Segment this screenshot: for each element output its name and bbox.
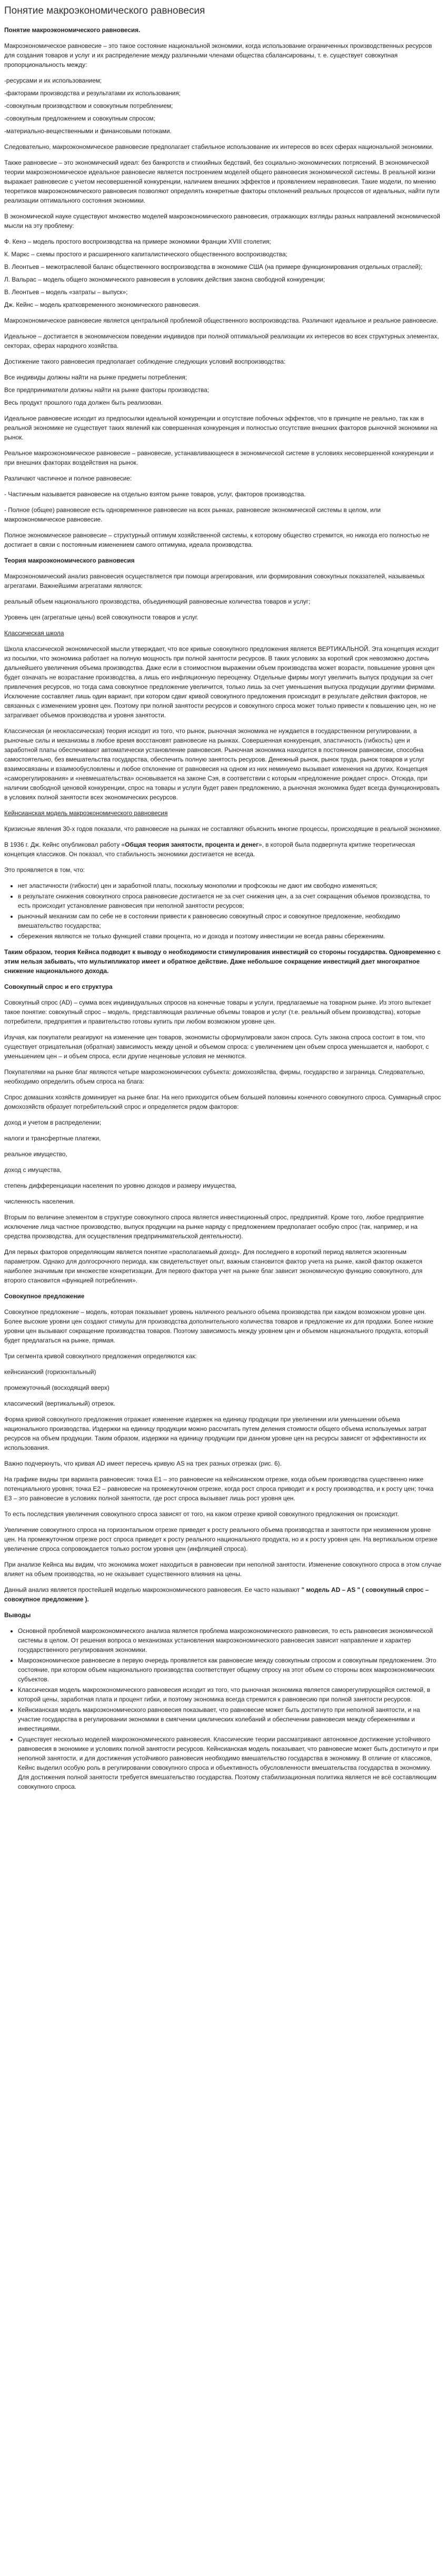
paragraph: Кризисные явления 30-х годов показали, что равновесие на рынках не составляют объяснить многие процессы, происходящие в реальной экономике. bbox=[4, 825, 442, 833]
list-item: -совокупным предложением и совокупным спросом; bbox=[4, 115, 155, 122]
list-item: В. Леонтьев – межотраслевой баланс общественного воспроизводства в экономике США (на примере функционирования отдельных отраслей); bbox=[4, 263, 423, 270]
text-span: Данный анализ является простейшей моделью макроэкономического равновесия. Ее часто называют bbox=[4, 1586, 302, 1593]
section-heading: Совокупный спрос и его структура bbox=[4, 983, 113, 990]
list-item: • сбережения являются не только функцией ставки процента, но и дохода и поэтому инвестиции не всегда равны сбережениям. bbox=[18, 931, 442, 941]
paragraph: Различают частичное и полное равновесие: bbox=[4, 475, 132, 482]
list-item: -материально-вещественными и финансовыми потоками. bbox=[4, 127, 172, 135]
list-item: - Полное (общее) равновесие есть одновременное равновесие на всех рынках, равновесие экономической системы в целом, или макроэкономическое равновесие. bbox=[4, 506, 381, 523]
conclusions-list bbox=[4, 1626, 442, 1791]
list-item: Л. Вальрас – модель общего экономического равновесия в условиях действия закона свободной конкуренции; bbox=[4, 276, 325, 283]
paragraph: Также равновесие – это экономический идеал: без банкротств и стихийных бедствий, без социально-экономических потрясений. В экономической теории макроэкономическое идеальное равновесие является построением моделей общего равновесия экономической системы. В реальной жизни выражает равновесие с учетом несовершенной конкуренции, наличием внешних эффектов и проявлением неравновесия. Такие модели, по мнению теоретиков макроэкономического равновесия позволяют определять конкретные факторы отклонений реальных процессов от идеальных, найти пути реализации оптимального состояния экономики. bbox=[4, 159, 440, 204]
list-item: • в результате снижения совокупного спроса равновесие достигается не за счет снижения цен, а за счет сокращения объемов производства, то есть происходит установление равновесия при неполной занятости ресурсов; bbox=[18, 891, 442, 910]
list-item: Все индивиды должны найти на рынке предметы потребления; bbox=[4, 374, 187, 381]
list-item: - Частичным называется равновесие на отдельно взятом рынке товаров, услуг, факторов производства. bbox=[4, 490, 306, 498]
paragraph: Классическая (и неоклассическая) теория исходит из того, что рынок, рыночная экономика не нуждается в государственном регулировании, а рыночные силы и механизмы в любое время восстановят равновесие на рынках. Совершенная конкуренция, эластичность (гибкость) цен и заработной платы обеспечивают автоматически установление равновесия. Рыночная экономика находится в постоянном равновесии, способна самостоятельно, без вмешательства государства, обеспечить полную занятость ресурсов. Денежный рынок, рынок труда, рынок товаров и услуг взаимосвязаны и взаимообусловлены и любое отклонение от равновесия на одном из них неминуемо вызывает изменения на других. Концепция «саморегулирования» и «невмешательства» основывается на законе Сэя, в соответствии с которым «предложение рождает спрос». Отсюда, при наличии свободной ценовой конкуренции, спрос на товары и услуги будет равен предложению, а рыночная экономика будет всегда функционировать в условиях полной занятости всех экономических ресурсов. bbox=[4, 727, 440, 801]
paragraph: При анализе Кейнса мы видим, что экономика может находиться в равновесии при неполной занятости. Изменение совокупного спроса в этом случае влияет на объем производства, но не оказывает существенного влияния на цены. bbox=[4, 1561, 442, 1578]
book-title: Общая теория занятости, процента и денег bbox=[125, 841, 259, 848]
paragraph: Макроэкономическое равновесие является центральной проблемой общественного воспроизводства. Различают идеальное и реальное равновесие. bbox=[4, 317, 438, 324]
page-title: Понятие макроэкономического равновесия bbox=[4, 5, 205, 16]
list-item: Уровень цен (агрегатные цены) всей совокупности товаров и услуг. bbox=[4, 614, 199, 621]
list-item: реальный объем национального производства, объединяющий равновесные количества товаров и услуг; bbox=[4, 598, 311, 605]
paragraph: Изучая, как покупатели реагируют на изменение цен товаров, экономисты сформулировали закон спроса. Суть закона спроса состоит в том, что существует отрицательная (обратная) зависимость между ценой и объемом спроса: с увеличением цен объем спроса уменьшается и, наоборот, с уменьшением цен – и объем спроса, если другие неценовые условия не меняются. bbox=[4, 1034, 429, 1060]
paragraph bbox=[4, 1585, 442, 1604]
list-item: • Макроэкономическое равновесие в первую очередь проявляется как равновесие между совокупным спросом и совокупным предложением. Это состояние, при котором объем национального производства соответствует общему спросу на этот объем со стороны всех макроэкономических субъектов. bbox=[18, 1656, 442, 1684]
section-heading: Понятие макроэкономического равновесия. bbox=[4, 26, 141, 34]
paragraph: В экономической науке существуют множество моделей макроэкономического равновесия, отражающих взгляды разных направлений экономической мысли на эту проблему: bbox=[4, 213, 440, 229]
section-heading: Классическая школа bbox=[4, 629, 64, 637]
paragraph: Достижение такого равновесия предполагает соблюдение следующих условий воспроизводства: bbox=[4, 358, 286, 365]
list-item: промежуточный (восходящий вверх) bbox=[4, 1384, 110, 1391]
list-item: доход и учетом в распределении; bbox=[4, 1119, 102, 1126]
list-item: Все предприниматели должны найти на рынке факторы производства; bbox=[4, 386, 210, 394]
paragraph: Три сегмента кривой совокупного предложения определяются как: bbox=[4, 1352, 197, 1360]
paragraph: Совокупный спрос (AD) – сумма всех индивидуальных спросов на конечные товары и услуги, предлагаемые на товарном рынке. Из этого вытекает такое понятие: совокупный спрос – модель, представляющая различные объемы товаров и услуг (т.е. реальный объем производства), которые потребители, предприятия и правительство готовы купить при любом возможном уровне цен. bbox=[4, 999, 432, 1025]
list-item: степень дифференциации населения по уровню доходов и размеру имущества, bbox=[4, 1182, 237, 1189]
paragraph: Форма кривой совокупного предложения отражает изменение издержек на единицу продукции при увеличении или уменьшении объема национального производства. Издержки на единицу продукции можно рассчитать путем деления стоимости общего объема используемых затрат ресурсов на объем продукции. Таким образом, издержки на единицу продукции при данном уровне цен на ресурсы зависят от эффективности их использования. bbox=[4, 1416, 427, 1451]
list-item: Ф. Кенэ – модель простого воспроизводства на примере экономики Франции XVIII столетия; bbox=[4, 238, 271, 245]
paragraph: Макроэкономический анализ равновесия осуществляется при помощи агрегирования, или формирования совокупных показателей, называемых агрегатами. Важнейшими агрегатами являются: bbox=[4, 573, 425, 589]
paragraph: Вторым по величине элементом в структуре совокупного спроса является инвестиционный спрос, предприятий. Кроме того, любое предприятие исключение лица частное производство, выпуск продукции на рынке наряду с предложением предполагает особую спрос (так, например, и на средства производства, для осуществления предпринимательской деятельности). bbox=[4, 1214, 424, 1240]
paragraph: Увеличение совокупного спроса на горизонтальном отрезке приведет к росту реального объема производства и занятости при неизменном уровне цен. На промежуточном отрезке рост спроса приведет к росту реального национального продукта, но и к росту уровня цен. На вертикальном отрезке увеличение спроса сопровождается только ростом уровня цен (инфляцией спроса). bbox=[4, 1526, 438, 1552]
section-heading: Выводы bbox=[4, 1611, 31, 1619]
section-heading: Совокупное предложение bbox=[4, 1292, 85, 1300]
list-item: В. Леонтьев – модель «затраты – выпуск»; bbox=[4, 288, 128, 296]
paragraph: Идеальное – достигается в экономическом поведении индивидов при полной оптимальной реализации их интересов во всех структурных элементах, секторах, сферах народного хозяйства. bbox=[4, 333, 439, 349]
section-heading: Теория макроэкономического равновесия bbox=[4, 557, 135, 564]
list-item: Дж. Кейнс – модель кратковременного экономического равновесия. bbox=[4, 301, 200, 308]
list-item: Весь продукт прошлого года должен быть реализован. bbox=[4, 399, 163, 406]
paragraph: Покупателями на рынке благ являются четыре макроэкономических субъекта: домохозяйства, фирмы, государство и заграница. Следовательно, необходимо определить объем спроса на блага: bbox=[4, 1068, 425, 1085]
list-item: • Кейнсианская модель макроэкономического равновесия показывает, что равновесие может быть достигнуто при неполной занятости, и на участие государства в регулировании экономики в смягчении циклических колебаний и обеспечении равновесия между сбережениями и инвестициями. bbox=[18, 1705, 442, 1733]
list-item: • нет эластичности (гибкости) цен и заработной платы, поскольку монополии и профсоюзы не дают им свободно изменяться; bbox=[18, 881, 442, 890]
list-item: кейнсианский (горизонтальный) bbox=[4, 1368, 96, 1376]
paragraph: Реальное макроэкономическое равновесие – равновесие, устанавливающееся в экономической системе в условиях несовершенной конкуренции и при внешних факторах воздействия на рынок. bbox=[4, 449, 434, 466]
list-item: численность населения. bbox=[4, 1198, 75, 1205]
paragraph: Макроэкономическое равновесие – это такое состояние национальной экономики, когда использование ограниченных производственных ресурсов для создания товаров и услуг и их распределение между различными членами общества сбалансированы, т. е. существует совокупная пропорциональность между: bbox=[4, 42, 432, 68]
paragraph: Это проявляется в том, что: bbox=[4, 866, 85, 874]
list-item: доход с имущества, bbox=[4, 1166, 62, 1174]
paragraph: Полное экономическое равновесие – структурный оптимум хозяйственной системы, к которому общество стремится, но никогда его полностью не достигает в связи с постоянным изменением самого оптимума, идеала производства. bbox=[4, 532, 430, 548]
text-span: В 1936 г. Дж. Кейнс опубликовал работу « bbox=[4, 841, 125, 848]
bullet-list bbox=[4, 881, 442, 941]
list-item: К. Маркс – схемы простого и расширенного капиталистического общественного воспроизводства; bbox=[4, 250, 288, 258]
list-item: • Основной проблемой макроэкономического анализа является проблема макроэкономического равновесия, то есть равновесия экономической системы в целом. От решения вопроса о механизмах установления макроэкономического равновесия зависит направление и характер государственного регулирования экономики. bbox=[18, 1626, 442, 1655]
paragraph: Идеальное равновесие исходит из предпосылки идеальной конкуренции и отсутствие побочных эффектов, что в принципе не реально, так как в реальной экономике не существует таких явлений как совершенная конкуренция и полностью отсутствие внешних факторов рыночной экономики на рынок. bbox=[4, 415, 438, 441]
paragraph: Важно подчеркнуть, что кривая AD имеет пересечь кривую AS на трех разных отрезках (рис. 6). bbox=[4, 1460, 282, 1467]
paragraph: То есть последствия увеличения совокупного спроса зависят от того, на каком отрезке кривой совокупного предложения он происходит. bbox=[4, 1510, 399, 1518]
list-item: • Классическая модель макроэкономического равновесия исходит из того, что рыночная экономика является саморегулирующейся системой, в которой цены, заработная плата и процент гибки, и поэтому экономика всегда стремится к равновесию при полной занятости ресурсов. bbox=[18, 1685, 442, 1704]
list-item: -факторами производства и результатами их использования; bbox=[4, 89, 181, 97]
list-item: классический (вертикальный) отрезок. bbox=[4, 1400, 115, 1407]
paragraph: Школа классической экономической мысли утверждает, что все кривые совокупного предложения является ВЕРТИКАЛЬНОЙ. Эта концепция исходит из посылки, что экономика работает на полную мощность при полной занятости ресурсов. В таких условиях за короткий срок невозможно достичь дальнейшего увеличения объема производства. Даже если в стоимостном выражении объем производства может возрасти, повышение уровня цен будет означать не возрастание производства, а лишь его инфляционную переоценку. Отдельные фирмы могут увеличить выпуск продукции за счет привлечения ресурсов, но тогда сама совокупное предложение увеличится, только лишь за счет уменьшения выпуска продукции другими фирмами. Исключение составляет лишь один вариант, при котором сдвиг кривой совокупного предложения происходит в результате действия факторов, не связанных с изменением уровня цен. Поэтому при полной занятости ресурсов и совокупного спроса может только привести к повышению цен, но не затрагивает объемов производства и уровня занятости. bbox=[4, 645, 439, 719]
list-item: налоги и трансфертные платежи, bbox=[4, 1135, 101, 1142]
list-item: • Существует несколько моделей макроэкономического равновесия. Классические теории рассматривают автономное достижение устойчивого равновесия в экономике и условиях полной занятости ресурсов. Кейнсианская модель показывает, что равновесие может быть достигнуто и при неполной занятости, и для достижения устойчивого равновесия необходимо вмешательство государства в экономику. В отличие от классиков, Кейнс выделил особую роль в регулировании совокупного спроса и объективность обусловленности вмешательства государства в экономику. Для достижения полной занятости требуется вмешательство государства. Поэтому стабилизационная политика является не всё составляющим совокупного спроса. bbox=[18, 1735, 442, 1791]
paragraph: На графике видны три варианта равновесия: точка E1 – это равновесие на кейнсианском отрезке, когда объем производства существенно ниже потенциального уровня; точка E2 – равновесие на промежуточном отрезке, когда рост спроса приводит и к росту производства, и к росту цен; точка E3 – это равновесие в условиях полной занятости, где рост спроса вызывает лишь рост уровня цен. bbox=[4, 1476, 434, 1502]
paragraph: Спрос домашних хозяйств доминирует на рынке благ. На него приходится объем большей половины конечного совокупного спроса. Суммарный спрос домохозяйств образует потребительский спрос и определяется рядом факторов: bbox=[4, 1094, 441, 1110]
text-span: », в которой была подвергнута критике теоретическая концепция классиков. Он показал, что стабильность экономики достигается не всегда. bbox=[4, 841, 415, 858]
paragraph bbox=[4, 840, 442, 859]
list-item: • рыночный механизм сам по себе не в состоянии привести к равновесию совокупный спрос и совокупное предложение, необходимо вмешательство государства; bbox=[18, 911, 442, 930]
list-item: -ресурсами и их использованием; bbox=[4, 77, 102, 84]
paragraph: Совокупное предложение – модель, которая показывает уровень наличного реального объема производства при каждом возможном уровне цен. Более высокие уровни цен создают стимулы для производства дополнительного количества товаров и предложение их для продажи. Более низкие уровни цен вызывают сокращение производства товаров. Поэтому зависимость между уровнем цен и объемом национального продукта, который будет предлагаться на рынке, прямая. bbox=[4, 1308, 433, 1344]
paragraph: Таким образом, теория Кейнса подводит к выводу о необходимости стимулирования инвестиций со стороны государства. Одновременно с этим нельзя забывать, что мультипликатор имеет и обратное действие. Даже небольшое сокращение инвестиций дает многократное снижение национального дохода. bbox=[4, 948, 441, 975]
list-item: -совокупным производством и совокупным потреблением; bbox=[4, 102, 173, 109]
section-heading: Кейнсианская модель макроэкономического равновесия bbox=[4, 809, 168, 817]
paragraph: Следовательно, макроэкономическое равновесие предполагает стабильное использование их интересов во всех сферах национальной экономики. bbox=[4, 143, 434, 151]
model-name: " модель AD – AS " ( совокупный спрос – совокупное предложение ). bbox=[4, 1586, 429, 1603]
list-item: реальное имущество, bbox=[4, 1150, 67, 1158]
paragraph: Для первых факторов определяющим является понятие «располагаемый доход». Для последнего в короткий период является экзогенным параметром. Однако для долгосрочного периода, как свидетельствует опыт, важным становится фактор учета на рынке, какой фактор окажется наиболее значимым при множестве конкретизации. Для первого фактора учет на рынке благ зависит экономическую функцию совокупного, для второго становится «функцией потребления». bbox=[4, 1248, 423, 1284]
